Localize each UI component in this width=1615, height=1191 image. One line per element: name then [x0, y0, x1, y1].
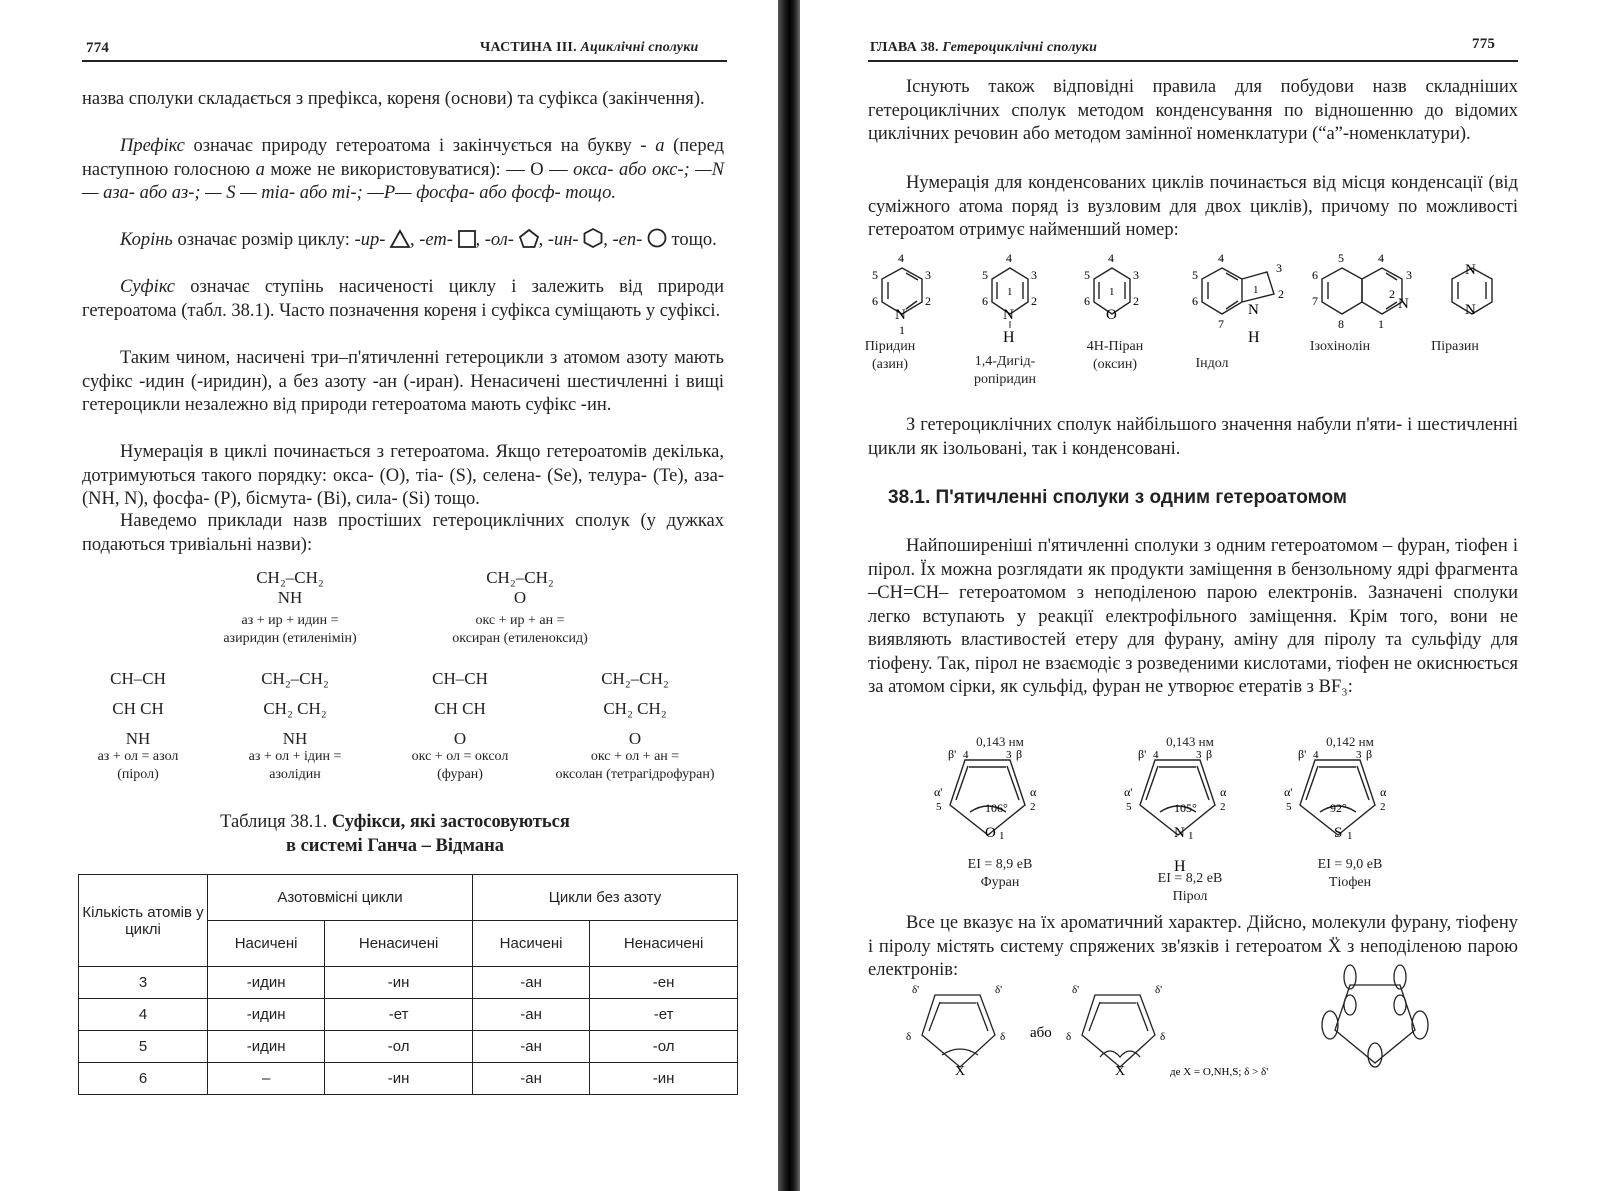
text: означає природу гетероатома і закінчується на букву - [193, 136, 647, 156]
svg-text:5: 5 [1286, 801, 1292, 813]
label-line: оксиран (етиленоксид) [452, 631, 588, 646]
svg-text:1: 1 [1253, 284, 1259, 296]
molecule-label [1290, 856, 1410, 892]
label-line: аз + ол = азол [97, 749, 179, 764]
svg-text:6: 6 [1084, 294, 1090, 308]
molecule-label [1065, 338, 1165, 374]
header-part: ГЛАВА 38. [870, 40, 939, 55]
svg-text:N: N [1174, 825, 1185, 841]
svg-text:4: 4 [1218, 251, 1224, 265]
p-orbitals [1322, 965, 1428, 1067]
table-cell: -идин [208, 1031, 325, 1063]
svg-text:5: 5 [982, 268, 988, 282]
paragraph: Наведемо приклади назв простіших гетероциклічних сполук (у дужках подаються тривіальні назви): [82, 511, 724, 555]
svg-text:δ': δ' [995, 984, 1003, 996]
table-cell: -ет [590, 999, 738, 1031]
term: Корінь [120, 230, 173, 250]
conjugation-diagram [900, 975, 1500, 1085]
svg-text:O: O [985, 825, 996, 841]
example-label [220, 748, 370, 784]
table-header-saturated: Насичені [472, 921, 589, 967]
term: Суфікс [120, 277, 175, 297]
paragraph-prefix [82, 135, 724, 206]
svg-text:β: β [1206, 747, 1213, 761]
text: -ир- [354, 230, 386, 250]
formula-line: CH₂ CH₂ [263, 699, 327, 718]
svg-text:3: 3 [1356, 749, 1362, 761]
formula-line: CH₂–CH₂ [601, 669, 669, 688]
text: -ет- [419, 230, 453, 250]
label-line: EI = 9,0 еВ [1317, 857, 1383, 872]
svg-text:1: 1 [899, 323, 905, 337]
table-cell: 4 [79, 999, 208, 1031]
svg-text:β': β' [948, 747, 957, 761]
label-line: 1,4-Дигід- [974, 354, 1036, 369]
svg-text:6: 6 [1312, 268, 1318, 282]
table-row [79, 1063, 738, 1095]
svg-text:5: 5 [1084, 268, 1090, 282]
svg-text:8: 8 [1338, 317, 1344, 331]
label-line: азиридин (етиленімін) [223, 631, 357, 646]
formula-heteroatom: NH [277, 588, 303, 607]
molecule-label [845, 338, 935, 374]
svg-text:3: 3 [1133, 268, 1139, 282]
paragraph: Найпоширеніші п'ятичленні сполуки з одним гетероатомом – фуран, тіофен і пірол. Їх можна розглядати як продукти заміщення в бензольному ядрі фрагмента –CH=CH– гетероатомом з неподіленою парою електронів. Зазначені сполуки легко вступають у реакції електрофільного заміщення. Крім того, вони не виявляють властивостей етеру для фурану, аміну для піролу та сульфіду для тіофену. Так, пірол не взаємодіє з розведеними кислотами, тіофен не окиснюється за атомом сірки, як сульфід, фуран не утворює етератів з BF₃: [868, 536, 1518, 697]
text: означає розмір циклу: [177, 230, 350, 250]
svg-text:3: 3 [1006, 749, 1012, 761]
molecule-label: Індол [1195, 356, 1229, 371]
formula-line: CH CH [112, 699, 164, 718]
table-row [79, 967, 738, 999]
label-line: 4H-Піран [1086, 339, 1144, 354]
svg-text:6: 6 [872, 294, 878, 308]
text: (перед наступною голосною [82, 136, 724, 180]
svg-text:7: 7 [1312, 294, 1318, 308]
running-header-right [870, 40, 1097, 56]
table-row [79, 999, 738, 1031]
formula-aziridine [230, 568, 350, 608]
svg-text:2: 2 [1389, 287, 1395, 301]
caption-number: Таблиця 38.1. [220, 812, 328, 832]
hexagon-icon [583, 228, 603, 248]
svg-text:δ': δ' [912, 984, 920, 996]
heptagon-icon [647, 228, 667, 248]
svg-text:δ: δ [1066, 1031, 1072, 1043]
header-title: Гетероциклічні сполуки [942, 40, 1098, 55]
svg-text:2: 2 [1031, 294, 1037, 308]
svg-text:N: N [1465, 302, 1476, 318]
formula-heteroatom: O [628, 729, 642, 748]
svg-text:5: 5 [1338, 251, 1344, 265]
svg-text:2: 2 [1030, 801, 1036, 813]
label-line: окс + ир + ан = [475, 613, 565, 628]
example-label [410, 612, 630, 648]
svg-text:3: 3 [1031, 268, 1037, 282]
label-line: окс + ол + ан = [590, 749, 680, 764]
paragraph-suffix [82, 276, 724, 323]
label-line: Пірол [1172, 889, 1208, 904]
triangle-icon [390, 230, 410, 248]
suffix-table [78, 874, 738, 1095]
table-header-unsaturated: Ненасичені [325, 921, 473, 967]
text: -ин- [547, 230, 579, 250]
text: тощо. [671, 230, 717, 250]
svg-text:1: 1 [1109, 286, 1115, 298]
page-number-right: 775 [1472, 36, 1496, 52]
text: а [255, 159, 265, 180]
table-cell: -идин [208, 999, 325, 1031]
paragraph: Таким чином, насичені три–п'ятичленні гетероцикли з атомом азоту мають суфікс -идин (-иридин), а без азоту -ан (-иран). Ненасичені шестичленні і вищі гетероцикли незалежно від природи гетероатома мають суфікс -ин. [82, 348, 724, 415]
formula-pyrrole [78, 664, 198, 754]
abo-label: або [1030, 1025, 1052, 1041]
svg-text:3: 3 [925, 268, 931, 282]
svg-text:α: α [1220, 785, 1227, 799]
bond-length: 0,143 нм [1166, 734, 1214, 749]
label-line: Фуран [980, 875, 1020, 890]
formula-heteroatom: NH [282, 729, 308, 748]
table-cell: -ин [325, 1063, 473, 1095]
text: а [655, 136, 665, 156]
formula-heteroatom: O [453, 729, 467, 748]
table-cell: -ин [590, 1063, 738, 1095]
svg-text:4: 4 [1006, 251, 1012, 265]
text: означає ступінь насиченості циклу і залежить від природи гетероатома (табл. 38.1). Часто позначення кореня і суфікса суміщають у суфіксі. [82, 277, 725, 321]
paragraph: назва сполуки складається з префікса, кореня (основи) та суфікса (закінчення). [82, 89, 705, 109]
svg-text:δ': δ' [1155, 984, 1163, 996]
svg-text:α': α' [1284, 785, 1293, 799]
svg-text:7: 7 [1218, 317, 1224, 331]
table-cell: -ен [590, 967, 738, 999]
svg-text:4: 4 [963, 749, 969, 761]
svg-text:1: 1 [1347, 830, 1353, 842]
text: фосф- тощо. [511, 183, 616, 203]
svg-text:1: 1 [1007, 286, 1013, 298]
svg-text:X: X [955, 1064, 966, 1079]
book-spine [778, 0, 802, 1191]
table-row [79, 1031, 738, 1063]
label-line: (пірол) [117, 767, 159, 782]
pyrrole-ring [1140, 760, 1215, 835]
svg-text:6: 6 [1192, 294, 1198, 308]
paragraph: Все це вказує на їх ароматичний характер. Дійсно, молекули фурану, тіофену і піролу містять систему спряжених зв'язків і гетероатом Ẍ з неподіленою парою електронів: [868, 913, 1518, 980]
table-cell: 6 [79, 1063, 208, 1095]
svg-text:2: 2 [1220, 801, 1226, 813]
header-title: Ациклічні сполуки [580, 40, 699, 55]
svg-text:4: 4 [898, 251, 904, 265]
paragraph: Нумерація для конденсованих циклів починається від місця конденсації (від суміжного атома поряд із вузловим для двох циклів), причому по можливості гетероатом отримує найменший номер: [868, 173, 1518, 240]
label-line: Піридин [864, 339, 916, 354]
paragraph: З гетероциклічних сполук найбільшого значення набули п'яти- і шестичленні цикли як ізольовані, так і конденсовані. [868, 415, 1518, 459]
svg-text:3: 3 [1276, 261, 1282, 275]
table-header-count: Кількість атомів у циклі [79, 875, 208, 967]
label-line: (оксин) [1093, 357, 1137, 372]
example-label [385, 748, 535, 784]
formula-azolidine [235, 664, 355, 754]
table-header-unsaturated: Ненасичені [590, 921, 738, 967]
svg-text:6: 6 [982, 294, 988, 308]
header-part: ЧАСТИНА ІІІ. [480, 40, 577, 55]
table-cell: – [208, 1063, 325, 1095]
left-page [0, 0, 780, 1191]
table-header-no-nitrogen: Цикли без азоту [472, 875, 737, 921]
svg-text:α': α' [1124, 785, 1133, 799]
label-line: аз + ир + идин = [241, 613, 339, 628]
table-cell: -ол [325, 1031, 473, 1063]
paragraph: Нумерація в циклі починається з гетероатома. Якщо гетероатомів декілька, дотримуються такого порядку: окса- (O), тіа- (S), селена- (Se), телура- (Te), аза- (NH, N), фосфа- (P), бісмута- (Bi), сила- (Si) тощо. [82, 442, 724, 509]
label-line: EI = 8,9 еВ [967, 857, 1033, 872]
formula-furan [400, 664, 520, 754]
formula-heteroatom: NH [125, 729, 151, 748]
svg-text:β: β [1366, 747, 1373, 761]
svg-text:5: 5 [1192, 268, 1198, 282]
svg-text:4: 4 [1378, 251, 1384, 265]
svg-text:N: N [1398, 296, 1409, 312]
svg-text:β: β [1016, 747, 1023, 761]
where-note: де X = O,NH,S; δ > δ' [1170, 1066, 1269, 1078]
table-cell: -ан [472, 967, 589, 999]
svg-text:1: 1 [1378, 317, 1384, 331]
table-caption [150, 810, 640, 858]
svg-text:δ: δ [906, 1031, 912, 1043]
svg-text:δ: δ [1000, 1031, 1006, 1043]
svg-text:N: N [895, 307, 906, 323]
svg-text:3: 3 [1406, 268, 1412, 282]
svg-text:H: H [1174, 858, 1186, 875]
term: Префікс [120, 136, 185, 156]
molecule-label: Піразин [1431, 339, 1479, 354]
table-cell: -ан [472, 1031, 589, 1063]
label-line: окс + ол = оксол [411, 749, 509, 764]
svg-text:N: N [1003, 307, 1014, 323]
indole-structure [1202, 268, 1274, 314]
svg-text:2: 2 [1278, 287, 1284, 301]
svg-text:N: N [1465, 262, 1476, 278]
svg-text:O: O [1106, 307, 1117, 323]
angle-label: 105° [1174, 801, 1197, 815]
ring-sketch-1 [922, 995, 995, 1067]
bond-length: 0,142 нм [1326, 734, 1374, 749]
ring-sketch-2 [1082, 995, 1155, 1067]
formula-oxolane [575, 664, 695, 754]
svg-text:H: H [1248, 329, 1260, 346]
label-line: (азин) [871, 357, 909, 372]
table-cell: 5 [79, 1031, 208, 1063]
label-line: (фуран) [437, 767, 483, 782]
angle-label: 92° [1330, 801, 1347, 815]
thiophene-ring [1300, 760, 1375, 835]
svg-text:2: 2 [925, 294, 931, 308]
caption-title: в системі Ганча – Відмана [285, 836, 505, 856]
header-rule [868, 60, 1518, 62]
formula-line: CH₂–CH₂ [256, 568, 324, 587]
svg-text:5: 5 [936, 801, 942, 813]
formula-line: CH₂ CH₂ [603, 699, 667, 718]
svg-text:S: S [1334, 825, 1343, 841]
table-cell: -ан [472, 1063, 589, 1095]
label-line: ропіридин [974, 372, 1036, 387]
square-icon [458, 230, 476, 248]
svg-text:β': β' [1138, 747, 1147, 761]
svg-text:α': α' [934, 785, 943, 799]
svg-text:3: 3 [1196, 749, 1202, 761]
text: окса- або окс-; —N— аза- або аз-; — S — тіа- або ті-; —P— фосфа- або [82, 159, 725, 203]
svg-text:1: 1 [1188, 830, 1194, 842]
svg-text:4: 4 [1153, 749, 1159, 761]
molecule-label [940, 856, 1060, 892]
caption-title: Суфікси, які застосовуються [331, 812, 570, 832]
label-line: оксолан (тетрагідрофуран) [555, 767, 715, 782]
paragraph: Існують також відповідні правила для побудови назв складніших гетероциклічних сполук методом конденсування по відношенню до відомих циклічних речовин або методом замінної номенклатури (“а”-номенклатури). [868, 77, 1518, 144]
angle-label: 106° [985, 801, 1008, 815]
section-title: 38.1. П'ятичленні сполуки з одним гетероатомом [888, 487, 1347, 508]
svg-text:N: N [1248, 302, 1259, 318]
text: -ол- [484, 230, 514, 250]
header-rule [82, 60, 727, 62]
running-header-left [480, 40, 699, 56]
svg-text:α: α [1030, 785, 1037, 799]
formula-line: CH₂–CH₂ [261, 669, 329, 688]
svg-text:δ: δ [1160, 1031, 1166, 1043]
molecule-label [950, 353, 1060, 389]
table-cell: 3 [79, 967, 208, 999]
table-header-saturated: Насичені [208, 921, 325, 967]
pentagon-icon [519, 229, 539, 248]
formula-oxirane [460, 568, 580, 608]
svg-text:5: 5 [872, 268, 878, 282]
table-cell: -идин [208, 967, 325, 999]
svg-text:5: 5 [1126, 801, 1132, 813]
table-cell: -ет [325, 999, 473, 1031]
table-cell: -ол [590, 1031, 738, 1063]
right-page [800, 0, 1615, 1191]
page-number-left: 774 [86, 40, 110, 56]
example-label [195, 612, 385, 648]
bond-length: 0,143 нм [976, 734, 1024, 749]
text: -еп- [612, 230, 643, 250]
formula-line: CH₂–CH₂ [486, 568, 554, 587]
svg-text:β': β' [1298, 747, 1307, 761]
formula-line: CH–CH [432, 669, 488, 688]
table-header-nitrogen: Азотовмісні цикли [208, 875, 473, 921]
formula-heteroatom: O [513, 588, 527, 607]
svg-text:4: 4 [1108, 251, 1114, 265]
molecule-label [1130, 870, 1250, 906]
svg-text:α: α [1380, 785, 1387, 799]
example-label [530, 748, 740, 784]
formula-line: CH–CH [110, 669, 166, 688]
svg-text:4: 4 [1313, 749, 1319, 761]
paragraph-root: Корінь означає розмір циклу: -ир- , -ет- , -ол- , -ин- , -еп- тощо. [120, 230, 717, 250]
svg-text:H: H [1003, 329, 1015, 346]
svg-text:X: X [1115, 1064, 1126, 1079]
label-line: Тіофен [1328, 875, 1372, 890]
text: може не використовуватися): — О — [270, 159, 568, 180]
svg-text:δ': δ' [1072, 984, 1080, 996]
svg-text:2: 2 [1380, 801, 1386, 813]
label-line: азолідин [269, 767, 321, 782]
svg-text:1: 1 [999, 830, 1005, 842]
label-line: аз + ол + ідин = [248, 749, 342, 764]
table-cell: -ан [472, 999, 589, 1031]
table-cell: -ин [325, 967, 473, 999]
svg-text:2: 2 [1133, 294, 1139, 308]
label-line: EI = 8,2 еВ [1157, 871, 1223, 886]
molecule-label: Ізохінолін [1309, 339, 1371, 354]
furan-ring [950, 760, 1025, 835]
formula-line: CH CH [434, 699, 486, 718]
example-label [68, 748, 208, 784]
